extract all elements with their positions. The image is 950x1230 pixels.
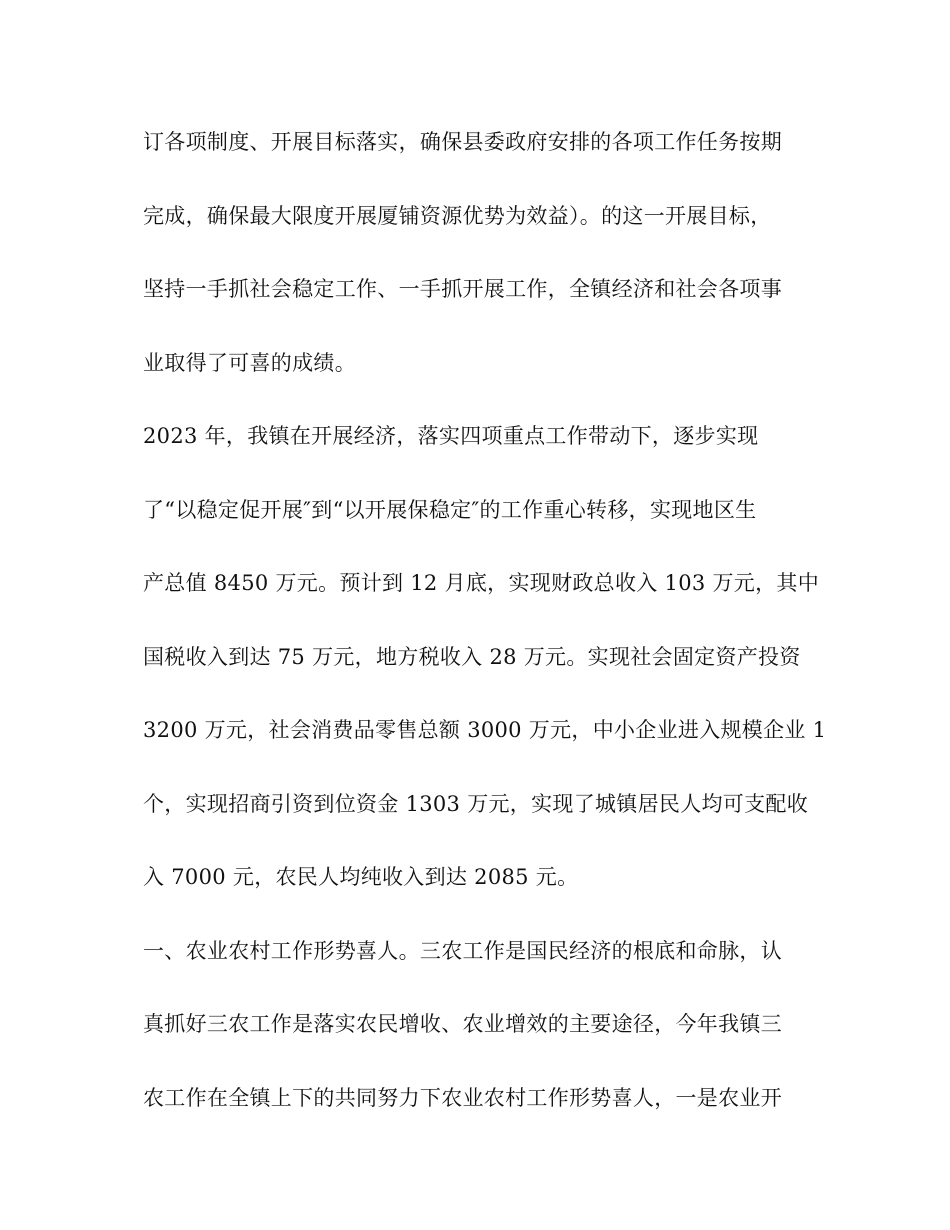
text-line-2: 完成，确保最大限度开展厦铺资源优势为效益）。的这一开展目标， [143,204,772,228]
text-line-5: 2023 年，我镇在开展经济，落实四项重点工作带动下，逐步实现 [143,424,759,448]
text-line-7: 产总值 8450 万元。预计到 12 月底，实现财政总收入 103 万元，其中 [143,571,819,595]
text-line-11: 入 7000 元，农民人均纯收入到达 2085 元。 [143,865,579,889]
text-line-1: 订各项制度、开展目标落实，确保县委政府安排的各项工作任务按期 [143,130,782,154]
text-line-13: 真抓好三农工作是落实农民增收、农业增效的主要途径，今年我镇三 [143,1012,782,1036]
text-line-8: 国税收入到达 75 万元，地方税收入 28 万元。实现社会固定资产投资 [143,645,801,669]
text-line-10: 个，实现招商引资到位资金 1303 万元，实现了城镇居民人均可支配收 [143,792,808,816]
text-line-9: 3200 万元，社会消费品零售总额 3000 万元，中小企业进入规模企业 1 [143,718,827,742]
text-line-3: 坚持一手抓社会稳定工作、一手抓开展工作，全镇经济和社会各项事 [143,277,782,301]
text-line-6: 了“以稳定促开展″到“以开展保稳定″的工作重心转移，实现地区生 [143,498,757,522]
text-line-14: 农工作在全镇上下的共同努力下农业农村工作形势喜人，一是农业开 [143,1086,782,1110]
text-line-12: 一、农业农村工作形势喜人。三农工作是国民经济的根底和命脉，认 [143,939,782,963]
text-line-4: 业取得了可喜的成绩。 [143,351,356,375]
